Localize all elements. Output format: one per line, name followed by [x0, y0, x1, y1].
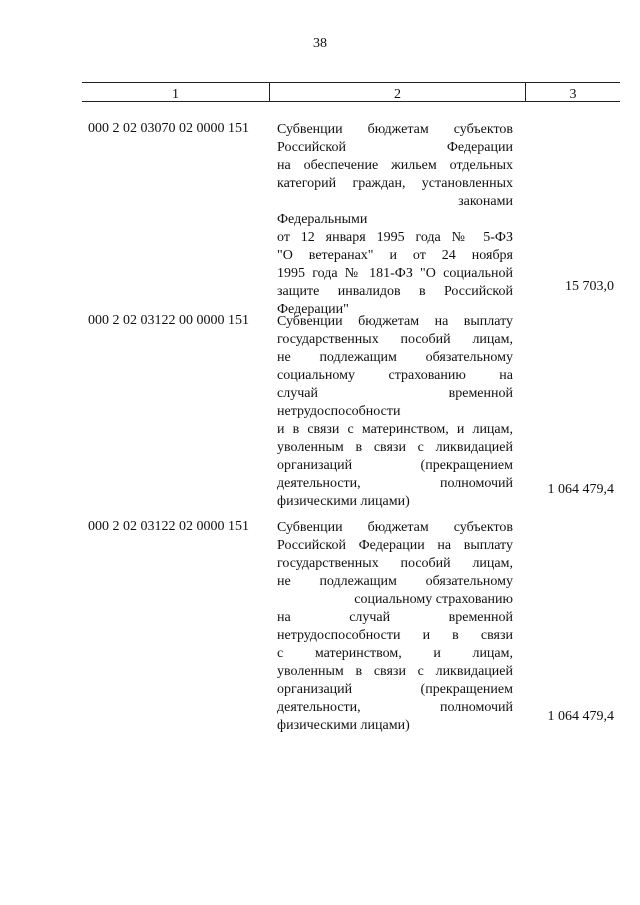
description-line: и в связи с материнством, и лицам,: [277, 422, 513, 437]
description-line: нетрудоспособности: [277, 404, 401, 419]
description-line: Субвенции бюджетам субъектов: [277, 122, 513, 137]
budget-code: 000 2 02 03122 00 0000 151: [88, 313, 249, 328]
header-top-rule: [82, 82, 620, 83]
column-header-3: 3: [569, 87, 577, 102]
description-line: на обеспечение жильем отдельных: [277, 158, 513, 173]
description-line: государственных пособий лицам,: [277, 332, 513, 347]
description-line: Субвенции бюджетам на выплату: [277, 314, 513, 329]
row-description: [277, 519, 513, 735]
description-line: не подлежащим обязательному: [277, 350, 513, 365]
description-line: физическими лицами): [277, 718, 410, 733]
description-line: Российской Федерации: [277, 140, 513, 155]
description-line: деятельности, полномочий: [277, 476, 513, 491]
description-line: социальному страхованию: [354, 592, 513, 607]
description-line: 1995 года № 181-ФЗ "О социальной: [277, 266, 513, 281]
budget-code: 000 2 02 03122 02 0000 151: [88, 519, 249, 534]
column-header-2: 2: [394, 87, 401, 102]
description-line: "О ветеранах" и от 24 ноября: [277, 248, 513, 263]
description-line: категорий граждан, установленных: [277, 176, 513, 191]
description-line: не подлежащим обязательному: [277, 574, 513, 589]
description-line: нетрудоспособности и в связи: [277, 628, 513, 643]
description-line: Федеральными: [277, 212, 368, 227]
page-number: 38: [313, 36, 327, 51]
description-line: с материнством, и лицам,: [277, 646, 513, 661]
description-line: защите инвалидов в Российской: [277, 284, 513, 299]
column-header-1: 1: [172, 87, 179, 102]
description-line: физическими лицами): [277, 494, 410, 509]
amount-value: 1 064 479,4: [547, 709, 614, 724]
description-line: социальному страхованию на: [277, 368, 513, 383]
description-line: деятельности, полномочий: [277, 700, 513, 715]
row-description: [277, 313, 513, 511]
description-line: от 12 января 1995 года № 5-ФЗ: [277, 230, 513, 245]
budget-code: 000 2 02 03070 02 0000 151: [88, 121, 249, 136]
description-line: на случай временной: [277, 610, 513, 625]
amount-value: 15 703,0: [565, 279, 614, 294]
row-description: [277, 121, 513, 319]
description-line: организаций (прекращением: [277, 458, 513, 473]
description-line: уволенным в связи с ликвидацией: [277, 664, 513, 679]
description-line: Федерации": [277, 302, 349, 317]
description-line: организаций (прекращением: [277, 682, 513, 697]
description-line: случай временной: [277, 386, 513, 401]
amount-value: 1 064 479,4: [547, 482, 614, 497]
description-line: законами: [458, 194, 513, 209]
description-line: Российской Федерации на выплату: [277, 538, 513, 553]
description-line: государственных пособий лицам,: [277, 556, 513, 571]
description-line: Субвенции бюджетам субъектов: [277, 520, 513, 535]
description-line: уволенным в связи с ликвидацией: [277, 440, 513, 455]
